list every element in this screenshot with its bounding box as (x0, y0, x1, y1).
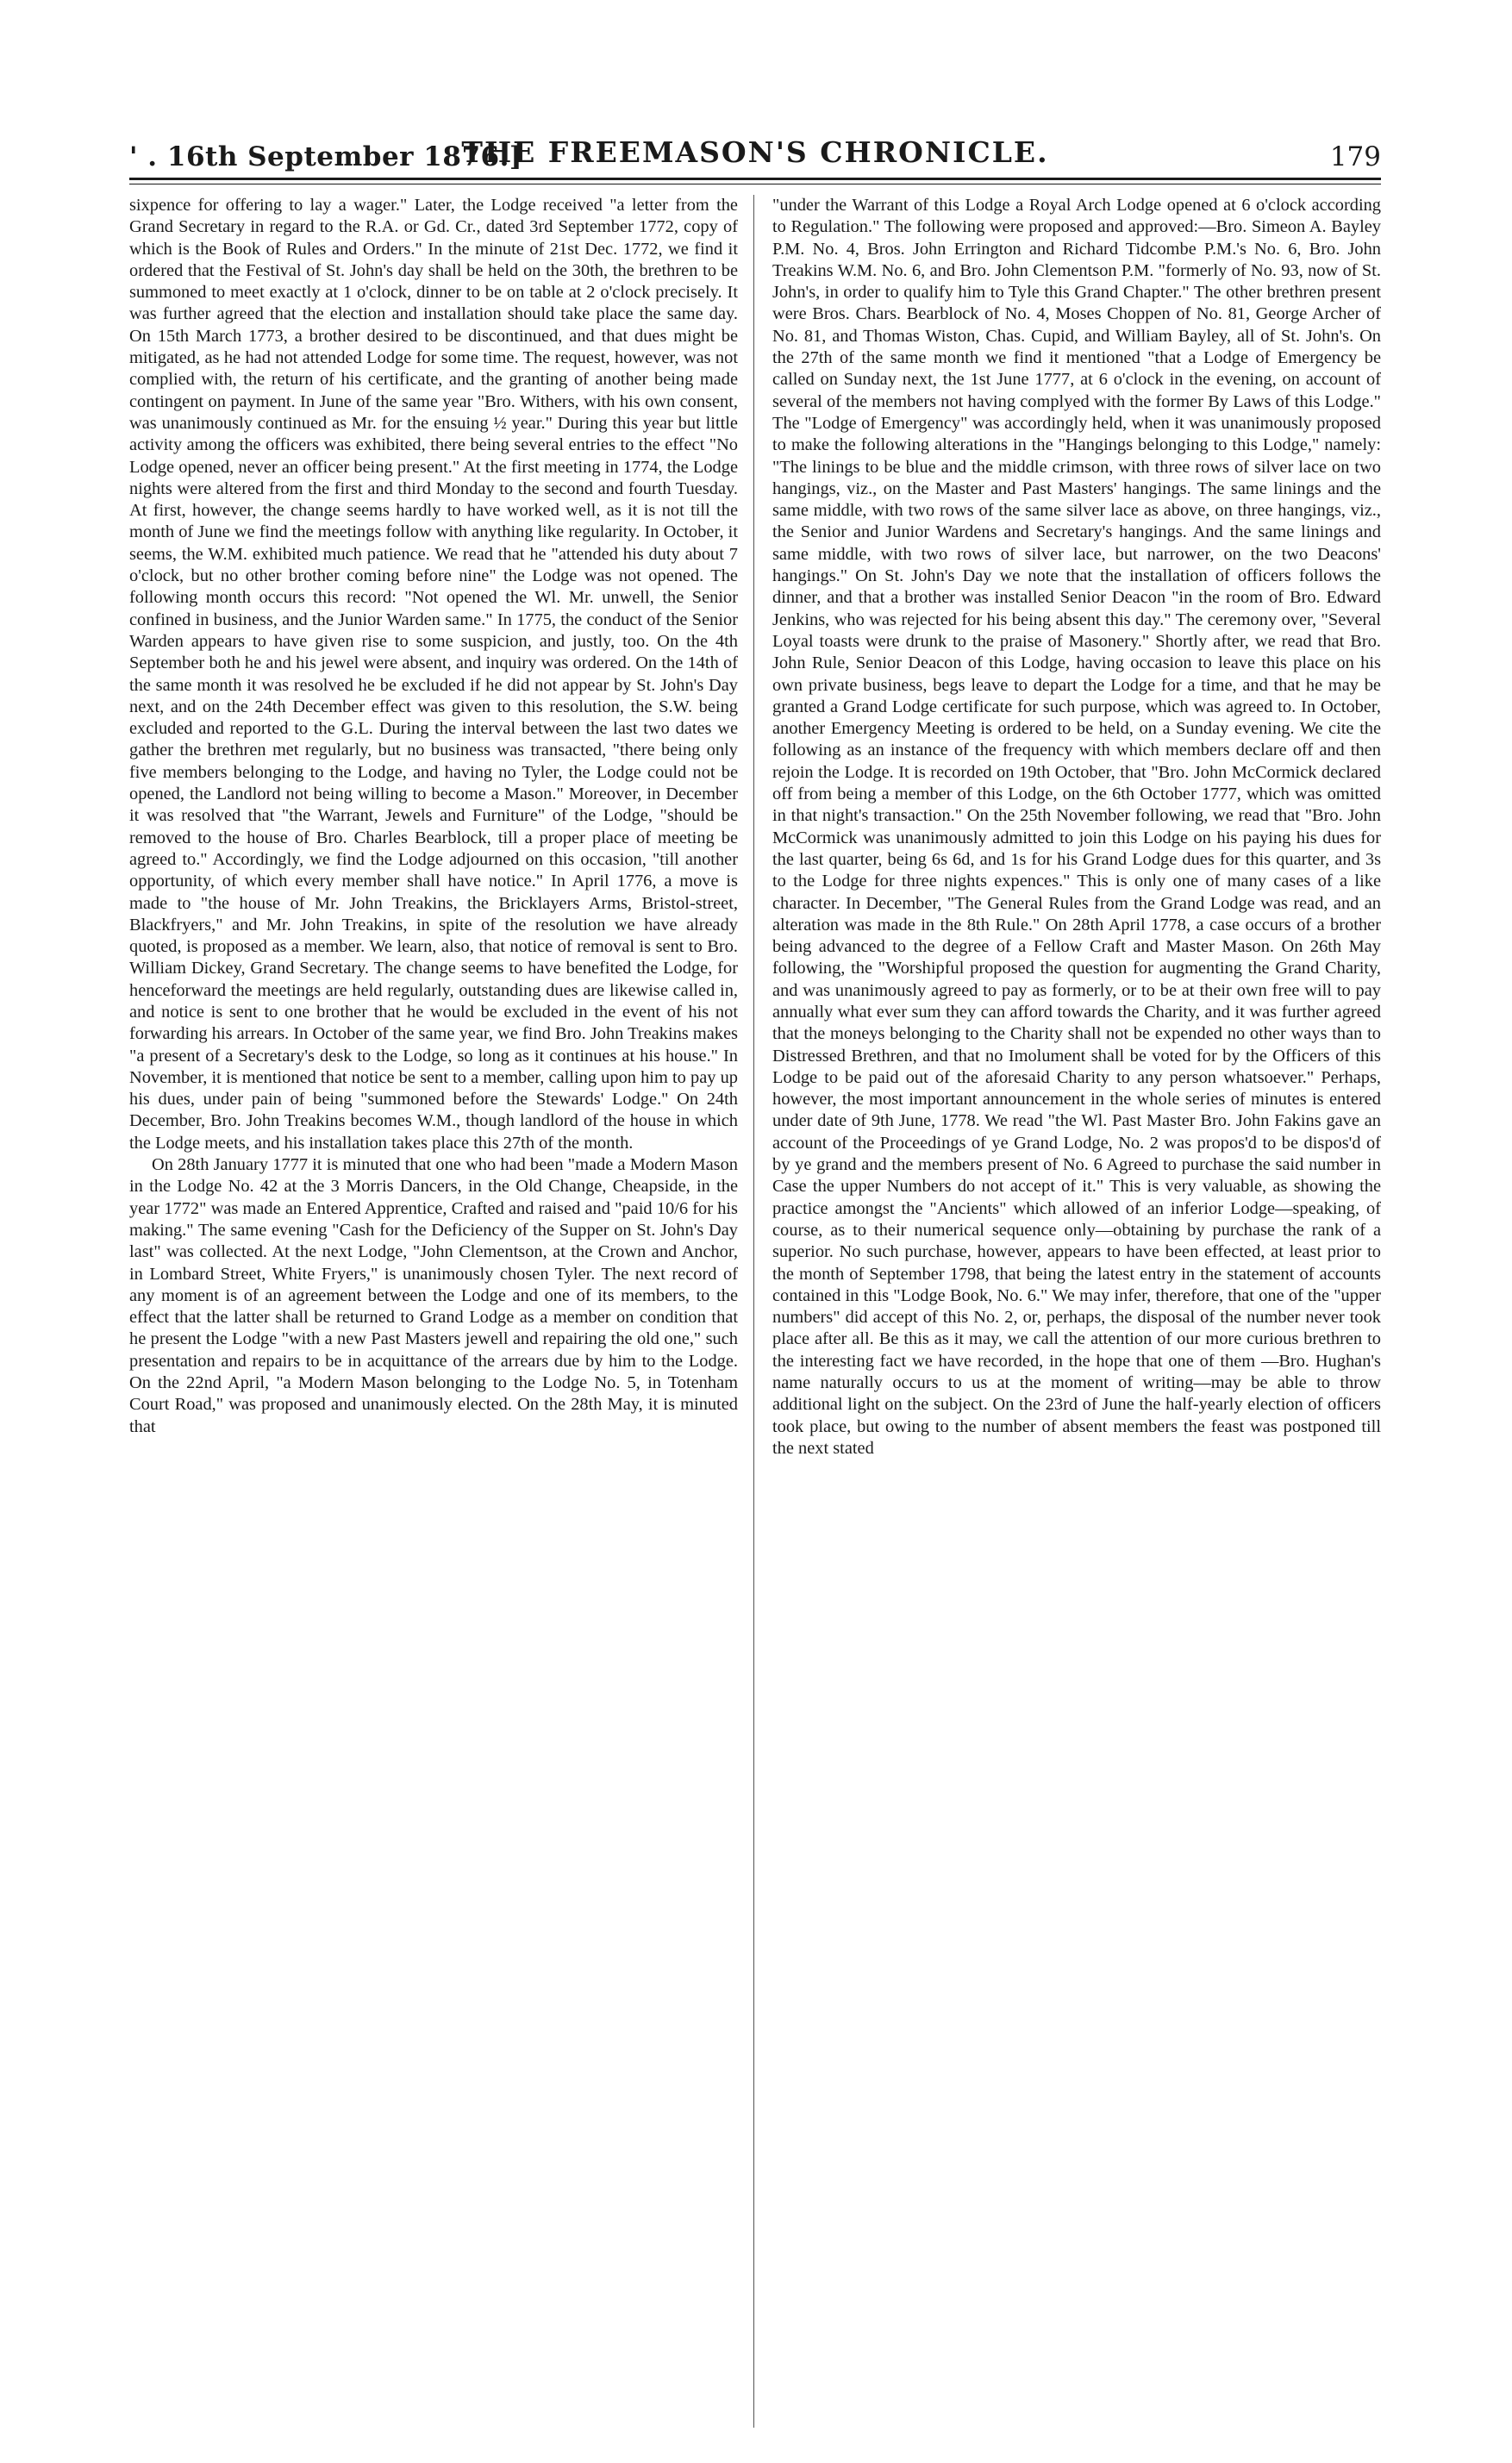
masthead-rule-thick (129, 178, 1381, 180)
masthead (129, 112, 1381, 172)
page-number: 179 (1329, 141, 1381, 172)
publication-title: THE FREEMASON'S CHRONICLE. (461, 135, 1049, 169)
paragraph: "under the Warrant of this Lodge a Royal Arch Lodge opened at 6 o'clock according to Regulation." The following were proposed and approved:—Bro. Simeon A. Bayley P.M. No. 4, Bros. John Errington and Richard Tidcombe P.M.'s No. 6, Bro. John Treakins W.M. No. 6, and Bro. John Clementson P.M. "formerly of No. 93, now of St. John's, in order to qualify him to Tyle this Grand Chapter." The other brethren present were Bros. Chars. Bearblock of No. 4, Moses Choppen of No. 81, George Archer of No. 81, and Thomas Wiston, Chas. Cupid, and William Bayley, all of St. John's. On the 27th of the same month we find it mentioned "that a Lodge of Emergency be called on Sunday next, the 1st June 1777, at 6 o'clock in the evening, on account of several of the members not having complyed with the former By Laws of this Lodge." The "Lodge of Emergency" was accordingly held, when it was unanimously proposed to make the following alterations in the "Hangings belonging to this Lodge," namely: "The linings to be blue and the middle crimson, with three rows of silver lace on two hangings, viz., on the Master and Past Masters' hangings. The same linings and the same middle, with two rows of the same silver lace as above, on three hangings, viz., the Senior and Junior Wardens and Secretary's hangings. And the same linings and same middle, with two rows of silver lace, but narrower, on the two Deacons' hangings." On St. John's Day we note that the installation of officers follows the dinner, and that a brother was installed Senior Deacon "in the room of Bro. Edward Jenkins, who was rejected for his being absent this day." The ceremony over, "Several Loyal toasts were drunk to the praise of Masonery." Shortly after, we read that Bro. John Rule, Senior Deacon of this Lodge, having occasion to leave this place on his own private business, begs leave to depart the Lodge for a time, and that he may be granted a Grand Lodge certificate for such purpose, which was agreed to. In October, another Emergency Meeting is ordered to be held, on a Sunday evening. We cite the following as an instance of the frequency with which members declare off and then rejoin the Lodge. It is recorded on 19th October, that "Bro. John McCormick declared off from being a member of this Lodge, on the 6th October 1777, which was omitted in that night's transaction." On the 25th November following, we read that "Bro. John McCormick was unanimously admitted to join this Lodge on his paying his dues for the last quarter, being 6s 6d, and 1s for his Grand Lodge dues for this quarter, and 3s to the Lodge for three nights expences." This is only one of many cases of a like character. In December, "The General Rules from the Grand Lodge was read, and an alteration was made in the 8th Rule." On 28th April 1778, a case occurs of a brother being advanced to the degree of a Fellow Craft and Master Mason. On 26th May following, the "Worshipful proposed the question for augmenting the Grand Charity, and was unanimously agreed to pay as formerly, or to be at their own free will to pay annually what ever sum they can afford towards the Charity, and it was further agreed that the moneys belonging to the Charity shall not be expended no other ways than to Distressed Brethren, and that no Imolument shall be voted for by the Officers of this Lodge to be paid out of the aforesaid Charity to any person whatsoever." Perhaps, however, the most important announcement in the whole series of minutes is entered under date of 9th June, 1778. We read "the Wl. Past Master Bro. John Fakins gave an account of the Proceedings of ye Grand Lodge, No. 2 was propos'd to be dispos'd of by ye grand and the members present of No. 6 Agreed to purchase the said number in Case the upper Numbers do not accept of it." This is very valuable, as showing the practice amongst the "Ancients" which allowed of an inferior Lodge—speaking, of course, as to their numerical sequence only—obtaining by purchase the rank of a superior. No such purchase, however, appears to have been effected, at least prior to the month of September 1798, that being the latest entry in the statement of accounts contained in this "Lodge Book, No. 6." We may infer, therefore, that one of the "upper numbers" did accept of this No. 2, or, perhaps, the disposal of the number never took place after all. Be this as it may, we call the attention of our more curious brethren to the interesting fact we have recorded, in the hope that one of them —Bro. Hughan's name naturally occurs to us at the moment of writing—may be able to throw additional light on the subject. On the 23rd of June the half-yearly election of officers took place, but owing to the number of absent members the feast was postponed till the next stated (772, 196, 1381, 1458)
column-divider (753, 195, 754, 2428)
left-column (129, 195, 738, 2436)
paragraph: On 28th January 1777 it is minuted that one who had been "made a Modern Mason in the Lodge No. 42 at the 3 Morris Dancers, in the Old Change, Cheapside, in the year 1772" was made an Entered Apprentice, Crafted and raised and "paid 10/6 for his making." The same evening "Cash for the Deficiency of the Supper on St. John's Day last" was collected. At the next Lodge, "John Clementson, at the Crown and Anchor, in Lombard Street, White Fryers," is unanimously chosen Tyler. The next record of any moment is of an agreement between the Lodge and one of its members, to the effect that the latter shall be returned to Grand Lodge as a member on condition that he present the Lodge "with a new Past Masters jewell and repairing the old one," such presentation and repairs to be in acquittance of the arrears due by him to the Lodge. On the 22nd April, "a Modern Mason belonging to the Lodge No. 5, in Totenham Court Road," was proposed and unanimously elected. On the 28th May, it is minuted that (129, 1155, 738, 1436)
article-columns (129, 195, 1381, 2436)
right-column (772, 195, 1381, 2436)
issue-date: ' . 16th September 1876.] (129, 141, 523, 172)
newspaper-page (129, 112, 1381, 2440)
paragraph: sixpence for offering to lay a wager." Later, the Lodge received "a letter from the Grand Secretary in regard to the R.A. or Gd. Cr., dated 3rd September 1772, copy of which is the Book of Rules and Orders." In the minute of 21st Dec. 1772, we find it ordered that the Festival of St. John's day shall be held on the 30th, the brethren to be summoned to meet exactly at 1 o'clock, dinner to be on table at 2 o'clock precisely. It was further agreed that the election and installation should take place the same day. On 15th March 1773, a brother desired to be discontinued, and that dues might be mitigated, as he had not attended Lodge for some time. The request, however, was not complied with, the return of his certificate, and the granting of another being made contingent on payment. In June of the same year "Bro. Withers, with his own consent, was unanimously continued as Mr. for the ensuing ½ year." During this year but little activity among the officers was exhibited, there being several entries to the effect "No Lodge opened, never an officer being present." At the first meeting in 1774, the Lodge nights were altered from the first and third Monday to the second and fourth Tuesday. At first, however, the change seems hardly to have worked well, as it is not till the month of June we find the meetings follow with anything like regularity. In October, it seems, the W.M. exhibited much patience. We read that he "attended his duty about 7 o'clock, but no other brother coming before nine" the Lodge was not opened. The following month occurs this record: "Not opened the Wl. Mr. unwell, the Senior confined in business, and the Junior Warden same." In 1775, the conduct of the Senior Warden appears to have given rise to some suspicion, and justly, too. On the 4th September both he and his jewel were absent, and inquiry was ordered. On the 14th of the same month it was resolved he be excluded if he did not appear by St. John's Day next, and on the 24th December effect was given to this resolution, the S.W. being excluded and reported to the G.L. During the interval between the last two dates we gather the brethren met regularly, but no business was transacted, "there being only five members belonging to the Lodge, and having no Tyler, the Lodge could not be opened, the Landlord not being willing to become a Mason." Moreover, in December it was resolved that "the Warrant, Jewels and Furniture" of the Lodge, "should be removed to the house of Bro. Charles Bearblock, till a proper place of meeting be agreed to." Accordingly, we find the Lodge adjourned on this occasion, "till another opportunity, of which every member shall have notice." In April 1776, a move is made to "the house of Mr. John Treakins, the Bricklayers Arms, Bristol-street, Blackfryers," and Mr. John Treakins, in spite of the resolution we have already quoted, is proposed as a member. We learn, also, that notice of removal is sent to Bro. William Dickey, Grand Secretary. The change seems to have benefited the Lodge, for henceforward the meetings are held regularly, outstanding dues are likewise called in, and notice is sent to one brother that he would be excluded in the event of his not forwarding his arrears. In October of the same year, we find Bro. John Treakins makes "a present of a Secretary's desk to the Lodge, so long as it continues at his house." In November, it is mentioned that notice be sent to a member, calling upon him to pay up his dues, under pain of being "summoned before the Stewards' Lodge." On 24th December, Bro. John Treakins becomes W.M., though landlord of the house in which the Lodge meets, and his installation takes place this 27th of the month. (129, 196, 738, 1153)
